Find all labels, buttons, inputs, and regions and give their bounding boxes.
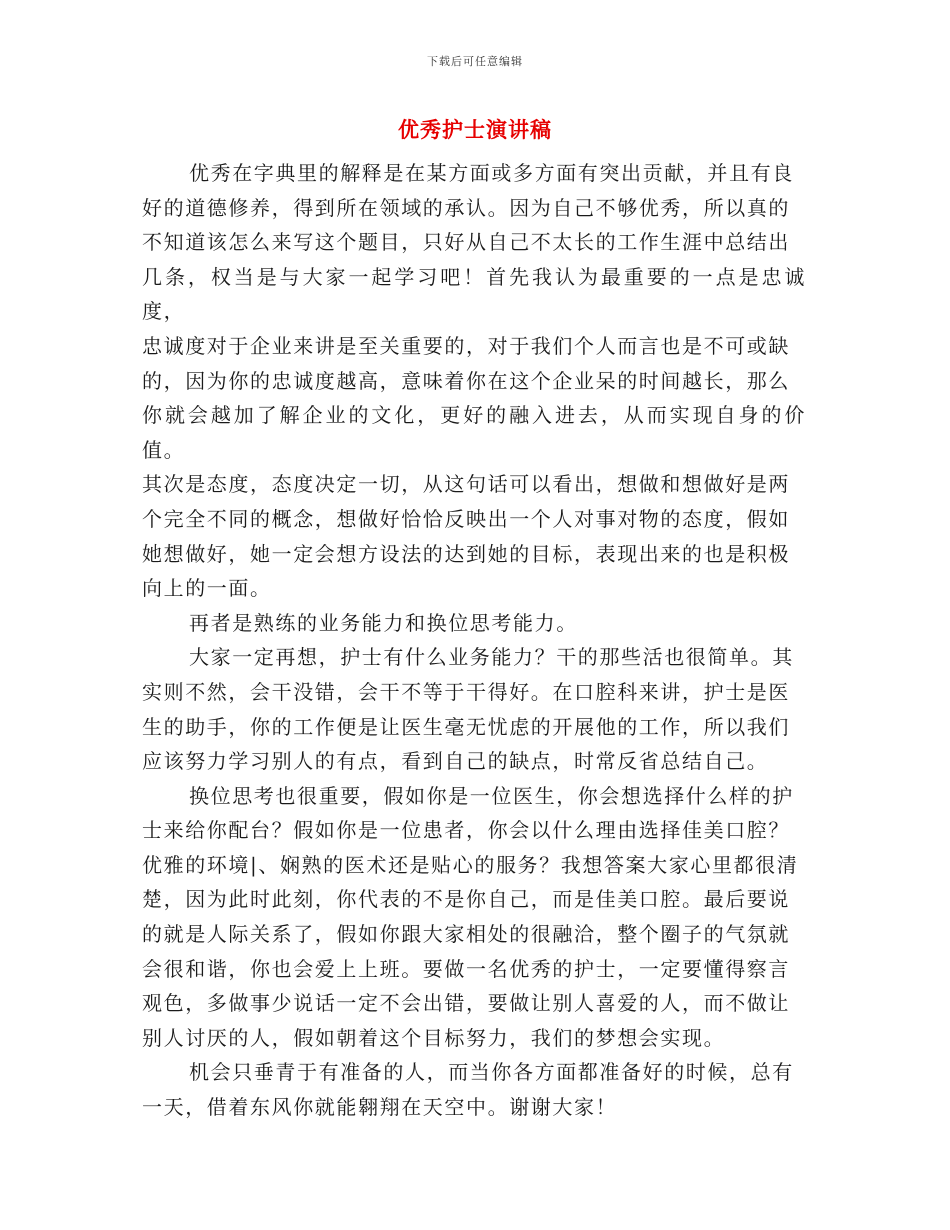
paragraph: 大家一定再想，护士有什么业务能力？干的那些活也很简单。其 实则不然，会干没错，会干不等于干得好。在口腔科来讲，护士是医 生的助手，你的工作便是让医生毫无忧虑的开展他的工作，所以我们 应该努力学习别人的有点，看到自己的缺点，时常反省总结自己。	[142, 645, 794, 774]
header-note: 下载后可任意编辑	[427, 55, 523, 68]
paragraph: 机会只垂青于有准备的人，而当你各方面都准备好的时候，总有 一天，借着东风你就能翱翔在天空中。谢谢大家！	[142, 1060, 794, 1120]
paragraph: 再者是熟练的业务能力和换位思考能力。	[189, 610, 578, 635]
document-title: 优秀护士演讲稿	[398, 117, 552, 142]
paragraph: 换位思考也很重要，假如你是一位医生，你会想选择什么样的护 士来给你配台？假如你是一位患者，你会以什么理由选择佳美口腔？ 优雅的环境|、娴熟的医术还是贴心的服务？我想答案大家心里都很清 楚，因为此时此刻，你代表的不是你自己，而是佳美口腔。最后要说 的就是人际关系了，假如你跟大家相处的很融洽，整个圈子的气氛就 会很和谐，你也会爱上上班。要做一名优秀的护士，一定要懂得察言 观色，多做事少说话一定不会出错，要做让别人喜爱的人，而不做让 别人讨厌的人，假如朝着这个目标努力，我们的梦想会实现。	[142, 783, 799, 1050]
paragraph: 优秀在字典里的解释是在某方面或多方面有突出贡献，并且有良 好的道德修养，得到所在领域的承认。因为自己不够优秀，所以真的 不知道该怎么来写这个题目，只好从自己不太长的工作生涯中总结出 几条，权当是与大家一起学习吧！首先我认为最重要的一点是忠诚度， 忠诚度对于企业来讲是至关重要的，对于我们个人而言也是不可或缺 的，因为你的忠诚度越高，意味着你在这个企业呆的时间越长，那么 你就会越加了解企业的文化，更好的融入进去，从而实现自身的价值。 其次是态度，态度决定一切，从这句话可以看出，想做和想做好是两 个完全不同的概念，想做好恰恰反映出一个人对事对物的态度，假如 她想做好，她一定会想方设法的达到她的目标，表现出来的也是积极 向上的一面。	[142, 161, 806, 601]
document-body	[142, 156, 806, 1125]
